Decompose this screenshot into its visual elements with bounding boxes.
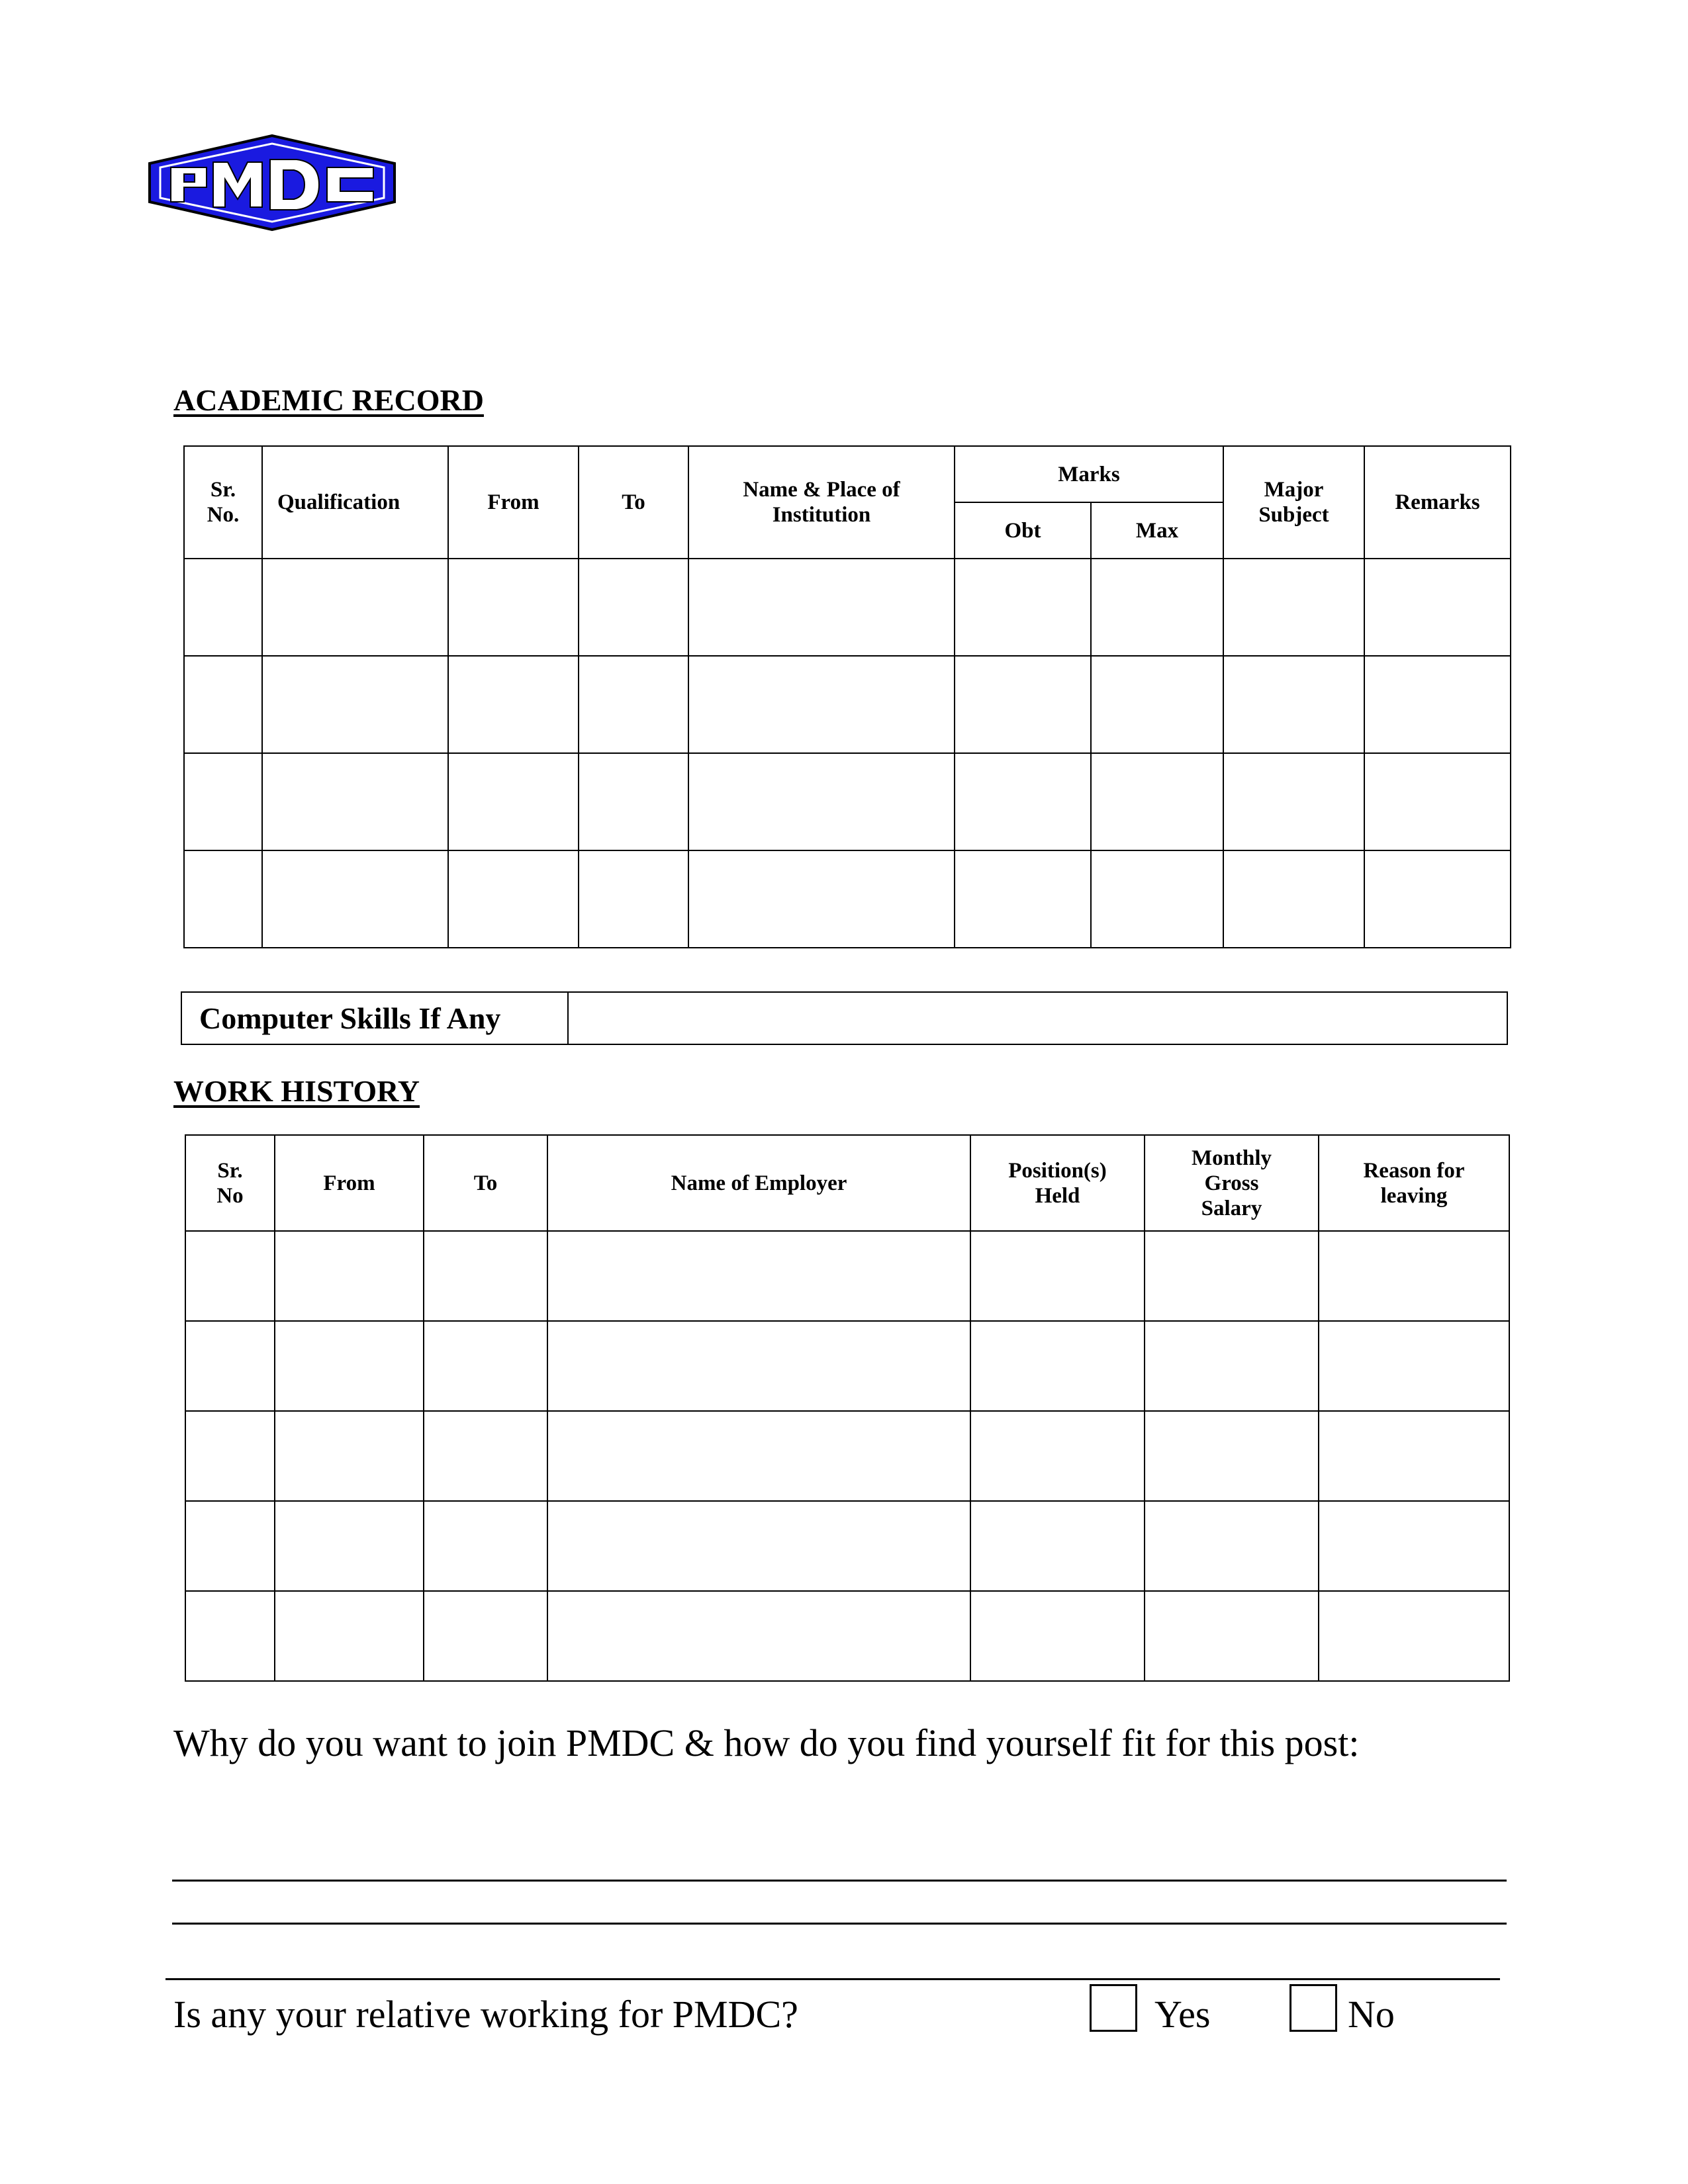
answer-line[interactable]: [165, 1978, 1500, 1980]
input-cell[interactable]: [275, 1591, 424, 1681]
input-cell[interactable]: [579, 656, 688, 753]
input-cell[interactable]: [1364, 850, 1511, 948]
input-cell[interactable]: [185, 1501, 275, 1591]
input-cell[interactable]: [970, 1321, 1145, 1411]
input-cell[interactable]: [1145, 1321, 1319, 1411]
input-cell[interactable]: [262, 850, 448, 948]
col-sr-no: Sr. No.: [184, 446, 262, 559]
no-checkbox[interactable]: [1289, 1984, 1337, 2032]
col-qualification: Qualification: [262, 446, 448, 559]
input-cell[interactable]: [1091, 656, 1223, 753]
input-cell[interactable]: [1145, 1411, 1319, 1501]
input-cell[interactable]: [1364, 753, 1511, 850]
computer-skills-input[interactable]: [569, 993, 1507, 1044]
input-cell[interactable]: [424, 1501, 547, 1591]
input-cell[interactable]: [424, 1231, 547, 1321]
input-cell[interactable]: [262, 559, 448, 656]
input-cell[interactable]: [1223, 559, 1364, 656]
col-from: From: [275, 1135, 424, 1231]
input-cell[interactable]: [1145, 1231, 1319, 1321]
input-cell[interactable]: [184, 753, 262, 850]
col-position: Position(s) Held: [970, 1135, 1145, 1231]
input-cell[interactable]: [1364, 656, 1511, 753]
input-cell[interactable]: [1319, 1321, 1509, 1411]
input-cell[interactable]: [955, 753, 1091, 850]
input-cell[interactable]: [688, 559, 955, 656]
col-sr-no: Sr. No: [185, 1135, 275, 1231]
col-marks-obt: Obt: [955, 502, 1091, 559]
academic-record-title: ACADEMIC RECORD: [173, 383, 484, 417]
input-cell[interactable]: [424, 1411, 547, 1501]
input-cell[interactable]: [970, 1411, 1145, 1501]
no-label: No: [1348, 1993, 1395, 2036]
input-cell[interactable]: [547, 1411, 970, 1501]
input-cell[interactable]: [185, 1411, 275, 1501]
input-cell[interactable]: [185, 1591, 275, 1681]
table-row: [185, 1411, 1509, 1501]
input-cell[interactable]: [1319, 1501, 1509, 1591]
col-to: To: [579, 446, 688, 559]
input-cell[interactable]: [1319, 1231, 1509, 1321]
col-reason: Reason for leaving: [1319, 1135, 1509, 1231]
input-cell[interactable]: [1223, 656, 1364, 753]
input-cell[interactable]: [1091, 850, 1223, 948]
input-cell[interactable]: [275, 1231, 424, 1321]
input-cell[interactable]: [955, 559, 1091, 656]
input-cell[interactable]: [955, 850, 1091, 948]
input-cell[interactable]: [547, 1591, 970, 1681]
input-cell[interactable]: [1364, 559, 1511, 656]
input-cell[interactable]: [547, 1321, 970, 1411]
col-employer: Name of Employer: [547, 1135, 970, 1231]
input-cell[interactable]: [448, 850, 579, 948]
col-remarks: Remarks: [1364, 446, 1511, 559]
input-cell[interactable]: [262, 753, 448, 850]
input-cell[interactable]: [1091, 753, 1223, 850]
input-cell[interactable]: [1145, 1501, 1319, 1591]
work-history-title: WORK HISTORY: [173, 1074, 420, 1108]
input-cell[interactable]: [688, 850, 955, 948]
table-row: [184, 656, 1511, 753]
yes-label: Yes: [1154, 1993, 1211, 2036]
input-cell[interactable]: [424, 1321, 547, 1411]
col-marks: Marks: [955, 446, 1223, 502]
input-cell[interactable]: [547, 1501, 970, 1591]
input-cell[interactable]: [184, 656, 262, 753]
input-cell[interactable]: [955, 656, 1091, 753]
col-marks-max: Max: [1091, 502, 1223, 559]
answer-line[interactable]: [172, 1880, 1507, 1882]
input-cell[interactable]: [184, 559, 262, 656]
computer-skills-row: [181, 991, 1508, 1045]
question-why-join: Why do you want to join PMDC & how do you find yourself fit for this post:: [173, 1721, 1360, 1764]
input-cell[interactable]: [184, 850, 262, 948]
input-cell[interactable]: [547, 1231, 970, 1321]
input-cell[interactable]: [970, 1501, 1145, 1591]
input-cell[interactable]: [448, 753, 579, 850]
input-cell[interactable]: [275, 1501, 424, 1591]
input-cell[interactable]: [424, 1591, 547, 1681]
table-row: [184, 850, 1511, 948]
computer-skills-label: Computer Skills If Any: [182, 993, 569, 1044]
input-cell[interactable]: [1319, 1411, 1509, 1501]
col-to: To: [424, 1135, 547, 1231]
input-cell[interactable]: [185, 1321, 275, 1411]
input-cell[interactable]: [970, 1591, 1145, 1681]
input-cell[interactable]: [579, 753, 688, 850]
col-institution: Name & Place of Institution: [688, 446, 955, 559]
table-row: [185, 1591, 1509, 1681]
input-cell[interactable]: [1091, 559, 1223, 656]
academic-record-table: [183, 445, 1511, 948]
input-cell[interactable]: [448, 559, 579, 656]
input-cell[interactable]: [262, 656, 448, 753]
work-history-table: [185, 1134, 1510, 1682]
input-cell[interactable]: [1145, 1591, 1319, 1681]
input-cell[interactable]: [275, 1321, 424, 1411]
input-cell[interactable]: [970, 1231, 1145, 1321]
col-major-subject: Major Subject: [1223, 446, 1364, 559]
input-cell[interactable]: [579, 559, 688, 656]
input-cell[interactable]: [1223, 850, 1364, 948]
input-cell[interactable]: [1223, 753, 1364, 850]
answer-line[interactable]: [172, 1923, 1507, 1925]
question-relative: Is any your relative working for PMDC?: [173, 1993, 798, 2036]
table-row: [185, 1231, 1509, 1321]
input-cell[interactable]: [448, 656, 579, 753]
input-cell[interactable]: [1319, 1591, 1509, 1681]
yes-checkbox[interactable]: [1090, 1984, 1137, 2032]
table-row: [184, 753, 1511, 850]
table-row: [184, 559, 1511, 656]
pmdc-logo: [147, 134, 397, 231]
table-row: [185, 1501, 1509, 1591]
input-cell[interactable]: [275, 1411, 424, 1501]
input-cell[interactable]: [185, 1231, 275, 1321]
input-cell[interactable]: [688, 753, 955, 850]
col-salary: Monthly Gross Salary: [1145, 1135, 1319, 1231]
table-row: [185, 1321, 1509, 1411]
col-from: From: [448, 446, 579, 559]
input-cell[interactable]: [688, 656, 955, 753]
input-cell[interactable]: [579, 850, 688, 948]
